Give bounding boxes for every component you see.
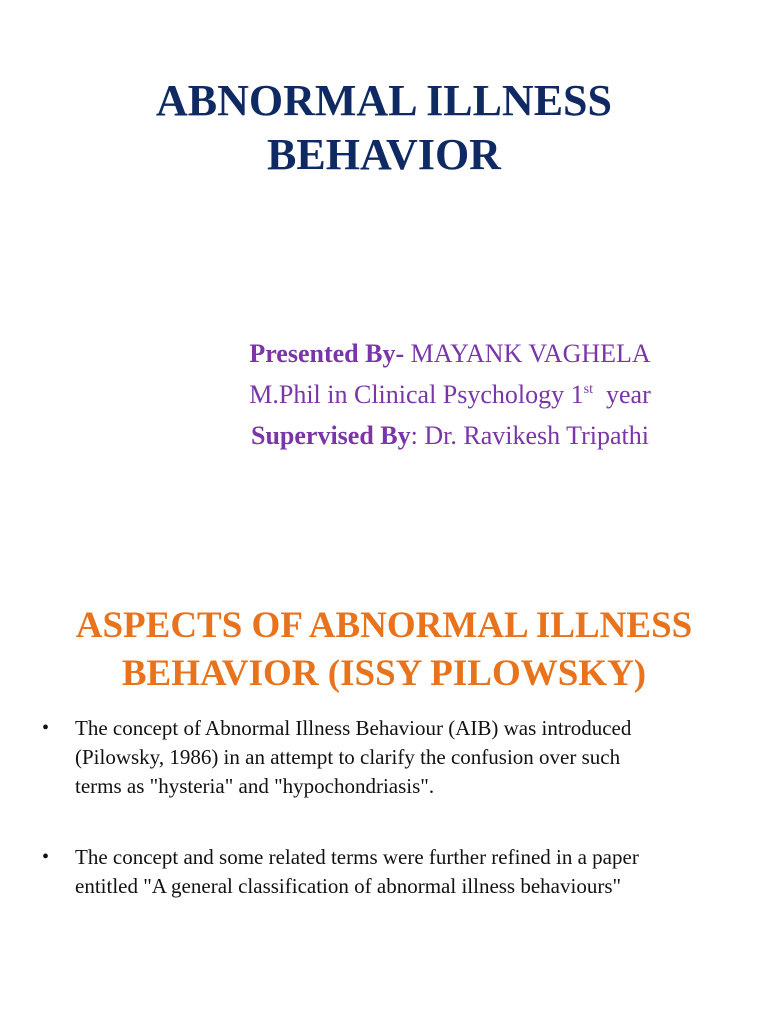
supervised-by-line bbox=[180, 415, 720, 456]
degree-text: M.Phil in Clinical Psychology 1 bbox=[249, 380, 584, 409]
degree-suffix: year bbox=[593, 380, 651, 409]
slide-aspects bbox=[0, 512, 768, 1024]
bullet-line: (Pilowsky, 1986) in an attempt to clarify the confusion over such bbox=[75, 745, 621, 769]
presented-by-line bbox=[180, 333, 720, 374]
bullet-list bbox=[40, 714, 730, 901]
section-title bbox=[0, 602, 768, 698]
bullet-item bbox=[40, 714, 730, 801]
presenter-block bbox=[180, 333, 720, 456]
presenter-name: MAYANK VAGHELA bbox=[404, 339, 651, 368]
presented-by-label: Presented By- bbox=[249, 339, 405, 368]
section-title-line-1: ASPECTS OF ABNORMAL ILLNESS bbox=[75, 605, 693, 646]
bullet-icon: • bbox=[42, 846, 50, 868]
bullet-line: entitled "A general classification of abnormal illness behaviours" bbox=[75, 874, 622, 898]
section-title-line-2: BEHAVIOR (ISSY PILOWSKY) bbox=[121, 653, 647, 694]
title-line-1: ABNORMAL ILLNESS bbox=[155, 76, 612, 125]
bullet-line: The concept of Abnormal Illness Behaviour (AIB) was introduced bbox=[75, 716, 632, 740]
bullet-item bbox=[40, 843, 730, 901]
bullet-line: The concept and some related terms were further refined in a paper bbox=[75, 845, 639, 869]
title-line-2: BEHAVIOR bbox=[267, 130, 501, 179]
page-title bbox=[0, 74, 768, 182]
supervised-by-label: Supervised By bbox=[250, 421, 411, 450]
bullet-icon: • bbox=[42, 717, 50, 739]
degree-superscript: st bbox=[583, 382, 593, 397]
degree-line bbox=[180, 374, 720, 415]
supervisor-name: : Dr. Ravikesh Tripathi bbox=[410, 421, 649, 450]
bullet-line: terms as "hysteria" and "hypochondriasis". bbox=[75, 774, 435, 798]
